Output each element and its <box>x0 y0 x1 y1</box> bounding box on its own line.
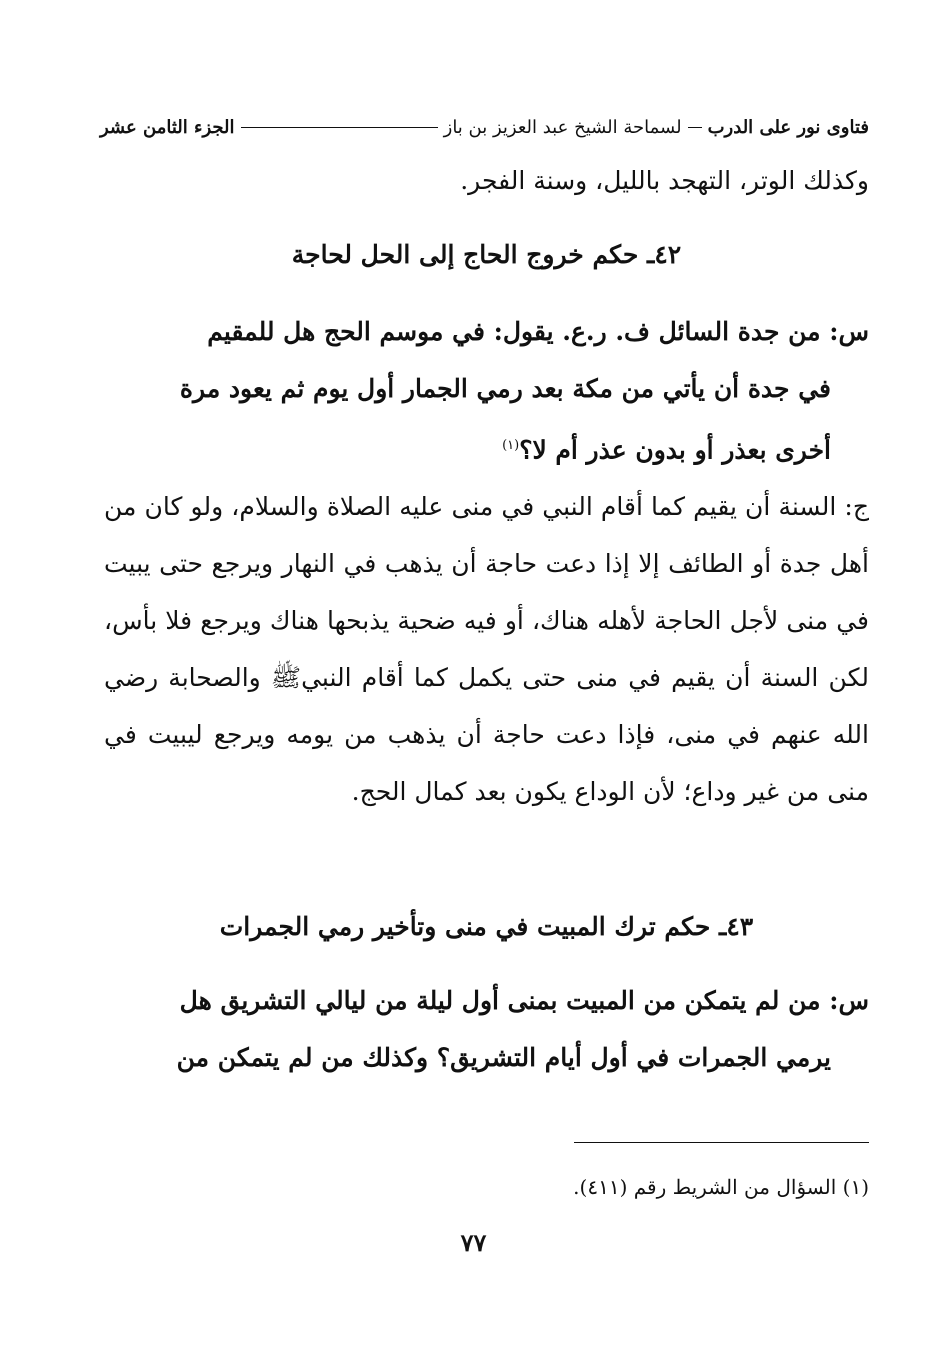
footnote-marker: (١) <box>502 438 520 453</box>
question-42 <box>104 303 869 478</box>
header-short-rule <box>688 127 702 128</box>
page-number: ٧٧ <box>460 1228 487 1257</box>
opening-line-text: وكذلك الوتر، التهجد بالليل، وسنة الفجر. <box>460 166 869 195</box>
question-42-line3: أخرى بعذر أو بدون عذر أم لا؟$^{(١)}$ <box>502 435 831 465</box>
running-header <box>100 110 869 144</box>
question-43-line2: يرمي الجمرات في أول أيام التشريق؟ وكذلك من لم يتمكن من <box>176 1043 831 1072</box>
question-42-line1: س: من جدة السائل ف. ر.ع. يقول: في موسم الحج هل للمقيم <box>207 317 869 346</box>
footnote-separator <box>574 1142 869 1143</box>
question-prefix: س: <box>820 986 869 1015</box>
question-prefix: س: <box>820 317 869 346</box>
question-43-line1: س: من لم يتمكن من المبيت بمنى أول ليلة من ليالي التشريق هل <box>179 986 869 1015</box>
answer-42: ج: السنة أن يقيم كما أقام النبي في منى عليه الصلاة والسلام، ولو كان من أهل جدة أو الطائف إلا إذا دعت حاجة أن يذهب في النهار ويرجع حتى يبيت في منى لأجل الحاجة لأهله هناك، أو فيه ضحية يذبحها هناك ويرجع فلا بأس، لكن السنة أن يقيم في منى حتى يكمل كما أقام النبيﷺ والصحابة رضي الله عنهم في منى، فإذا دعت حاجة أن يذهب من يومه ويرجع ليبيت في منى من غير وداع؛ لأن الوداع يكون بعد كمال الحج. <box>104 492 869 806</box>
opening-line <box>104 152 869 209</box>
header-long-rule <box>241 127 438 128</box>
header-book-title: فتاوى نور على الدرب <box>707 116 869 138</box>
question-42-line2: في جدة أن يأتي من مكة بعد رمي الجمار أول يوم ثم يعود مرة <box>179 374 831 403</box>
section-heading-43: ٤٣ـ حكم ترك المبيت في منى وتأخير رمي الجمرات <box>219 912 754 941</box>
question-43 <box>104 972 869 1086</box>
footnote: (١) السؤال من الشريط رقم (٤١١). <box>573 1175 869 1199</box>
section-heading-42: ٤٢ـ حكم خروج الحاج إلى الحل لحاجة <box>291 240 682 269</box>
header-author: لسماحة الشيخ عبد العزيز بن باز <box>443 116 682 138</box>
header-volume: الجزء الثامن عشر <box>100 116 235 138</box>
